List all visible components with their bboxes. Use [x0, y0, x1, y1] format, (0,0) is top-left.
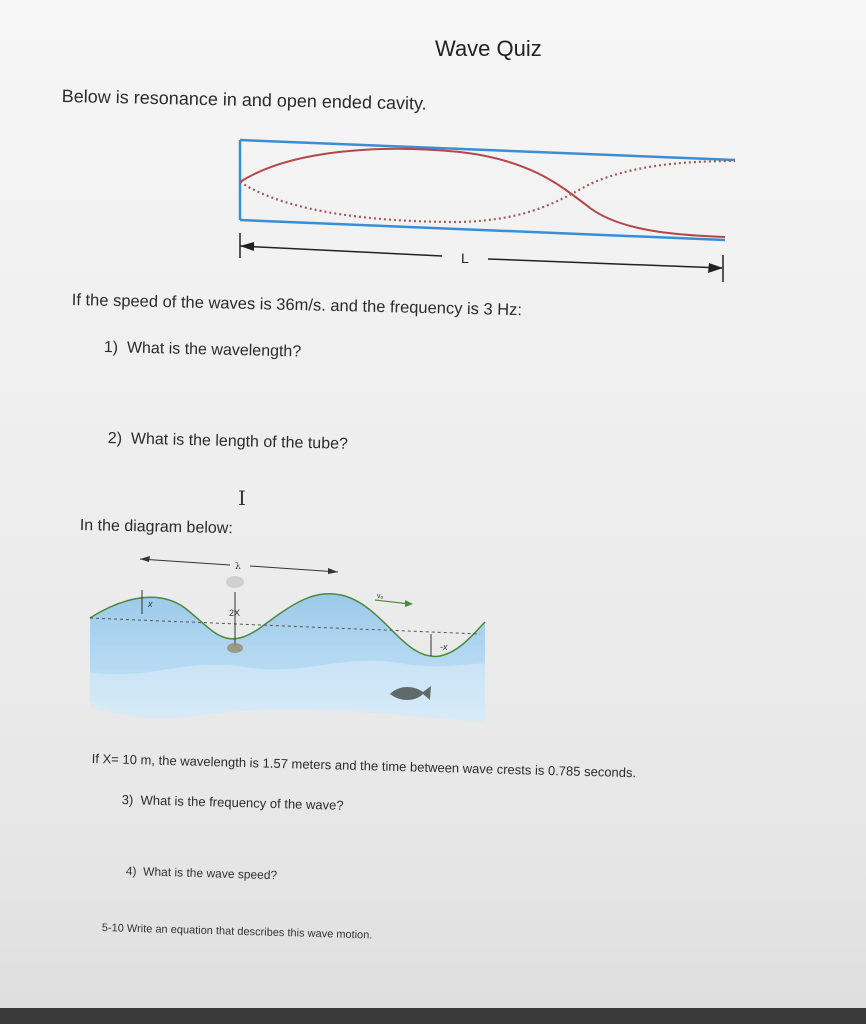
length-label: L	[461, 250, 469, 266]
question-5-10: 5-10 Write an equation that describes this wave motion.	[101, 922, 373, 942]
length-arrow-line-left	[240, 246, 442, 256]
wavelength-arrow-right	[250, 566, 338, 572]
text-cursor-icon: I	[238, 486, 246, 510]
wavelength-arrow-left	[140, 559, 230, 565]
amplitude-label: x	[148, 599, 153, 609]
question-1: 1) What is the wavelength?	[103, 339, 302, 361]
wavelength-arrow-right-head	[328, 568, 338, 574]
question-4: 4) What is the wave speed?	[125, 864, 278, 883]
water-wave-diagram	[85, 552, 495, 732]
intro-text: Below is resonance in and open ended cavity.	[61, 86, 427, 114]
velocity-arrow	[375, 600, 410, 604]
negative-amplitude-label: -x	[440, 642, 448, 652]
wavelength-arrow-left-head	[140, 556, 150, 562]
wavelength-label: λ	[235, 562, 241, 572]
section1-prompt: If the speed of the waves is 36m/s. and the frequency is 3 Hz:	[71, 291, 523, 320]
section2-info: If X= 10 m, the wavelength is 1.57 meters and the time between wave crests is 0.785 seconds.	[91, 751, 637, 781]
standing-wave-dotted	[240, 161, 735, 222]
length-arrow-line-right	[488, 259, 722, 268]
page-title: Wave Quiz	[435, 36, 542, 61]
question-3: 3) What is the frequency of the wave?	[121, 792, 344, 813]
length-arrow-right-head	[708, 263, 723, 273]
duck-icon	[226, 576, 244, 588]
section2-prompt: In the diagram below:	[79, 517, 233, 538]
photo-bottom-edge	[0, 1008, 866, 1024]
resonance-tube-diagram	[230, 130, 750, 290]
question-2: 2) What is the length of the tube?	[107, 430, 349, 453]
velocity-label: vₐ	[377, 593, 384, 600]
velocity-arrow-head	[405, 600, 413, 607]
duck-trough-icon	[227, 643, 243, 653]
double-amplitude-label: 2X	[229, 608, 241, 618]
